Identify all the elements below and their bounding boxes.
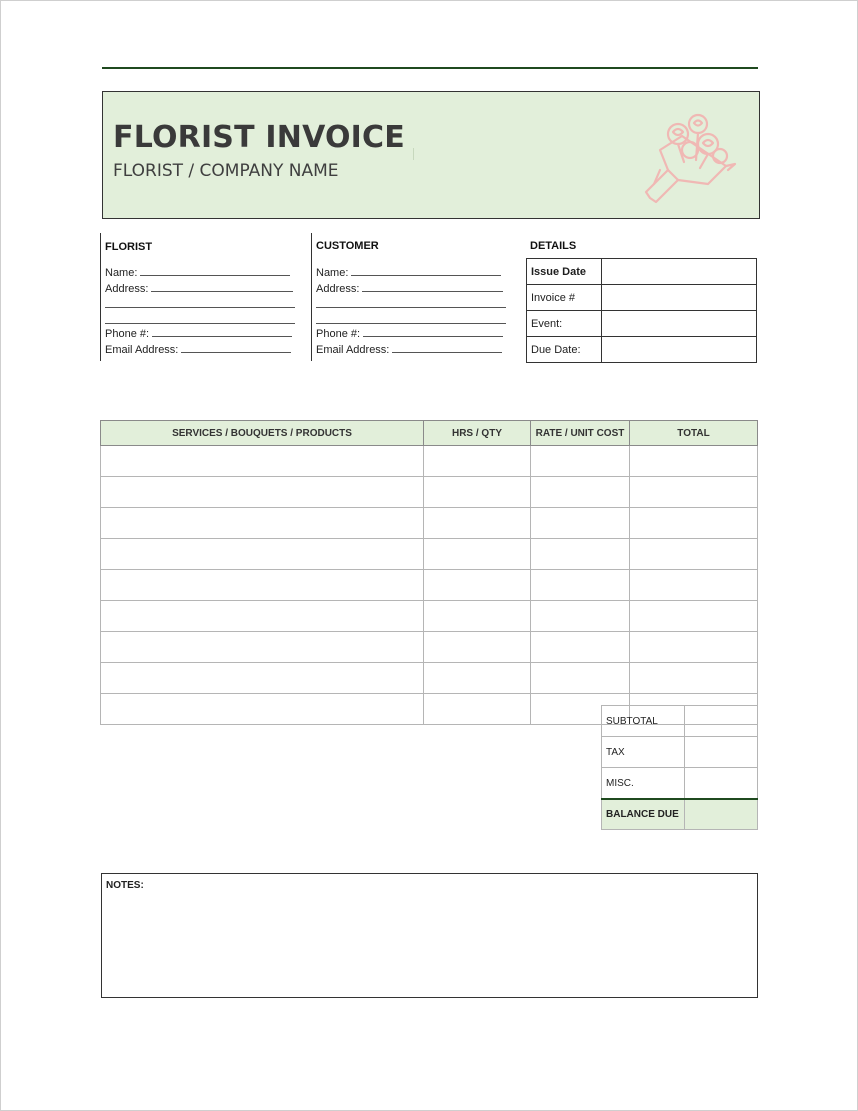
- florist-address-line-3[interactable]: [105, 323, 295, 324]
- balance-due-row: [602, 799, 758, 830]
- service-cell[interactable]: [101, 601, 424, 632]
- florist-address-line-2[interactable]: [105, 307, 295, 308]
- details-heading: DETAILS: [530, 240, 577, 252]
- total-cell[interactable]: [630, 601, 758, 632]
- total-cell[interactable]: [630, 446, 758, 477]
- misc-value[interactable]: [685, 768, 758, 800]
- qty-cell[interactable]: [424, 694, 531, 725]
- column-header-rate: RATE / UNIT COST: [531, 421, 630, 446]
- column-header-total: TOTAL: [630, 421, 758, 446]
- details-row-invoice-number: [527, 285, 757, 311]
- misc-label: MISC.: [602, 768, 685, 800]
- line-item-row: [101, 570, 758, 601]
- line-items-body: [101, 446, 758, 725]
- qty-cell[interactable]: [424, 663, 531, 694]
- top-rule: [102, 67, 758, 69]
- florist-divider: [100, 233, 101, 361]
- florist-email-label: Email Address:: [105, 344, 179, 356]
- total-cell[interactable]: [630, 632, 758, 663]
- details-row-issue-date: [527, 259, 757, 285]
- florist-address-field[interactable]: [105, 282, 293, 295]
- event-input[interactable]: [602, 311, 757, 337]
- rate-cell[interactable]: [531, 539, 630, 570]
- rate-cell[interactable]: [531, 632, 630, 663]
- customer-email-field[interactable]: [316, 343, 502, 356]
- service-cell[interactable]: [101, 663, 424, 694]
- qty-cell[interactable]: [424, 446, 531, 477]
- customer-address-field[interactable]: [316, 282, 503, 295]
- customer-name-label: Name:: [316, 267, 349, 279]
- details-label: Event:: [527, 311, 602, 337]
- rate-cell[interactable]: [531, 601, 630, 632]
- bouquet-icon: [638, 110, 738, 204]
- florist-name-label: Name:: [105, 267, 138, 279]
- balance-due-label: BALANCE DUE: [602, 799, 685, 830]
- details-row-due-date: [527, 337, 757, 363]
- line-item-row: [101, 632, 758, 663]
- notes-box[interactable]: [101, 873, 758, 998]
- details-table: [526, 258, 757, 363]
- totals-table: [601, 705, 758, 830]
- customer-phone-field[interactable]: [316, 327, 503, 340]
- florist-heading: FLORIST: [105, 241, 153, 253]
- tax-value[interactable]: [685, 737, 758, 768]
- balance-due-value[interactable]: [685, 799, 758, 830]
- customer-address-line-2[interactable]: [316, 307, 506, 308]
- service-cell[interactable]: [101, 477, 424, 508]
- line-item-row: [101, 508, 758, 539]
- customer-phone-label: Phone #:: [316, 328, 361, 340]
- customer-address-line-3[interactable]: [316, 323, 506, 324]
- rate-cell[interactable]: [531, 477, 630, 508]
- florist-address-label: Address:: [105, 283, 149, 295]
- qty-cell[interactable]: [424, 539, 531, 570]
- company-name: FLORIST / COMPANY NAME: [113, 161, 339, 181]
- column-header-qty: HRS / QTY: [424, 421, 531, 446]
- due-date-input[interactable]: [602, 337, 757, 363]
- line-item-row: [101, 539, 758, 570]
- cursor-mark: [413, 148, 414, 160]
- rate-cell[interactable]: [531, 508, 630, 539]
- line-item-row: [101, 601, 758, 632]
- total-cell[interactable]: [630, 508, 758, 539]
- total-cell[interactable]: [630, 539, 758, 570]
- line-item-row: [101, 477, 758, 508]
- details-label: Due Date:: [527, 337, 602, 363]
- notes-label: NOTES:: [106, 880, 144, 891]
- invoice-number-input[interactable]: [602, 285, 757, 311]
- service-cell[interactable]: [101, 539, 424, 570]
- customer-name-field[interactable]: [316, 266, 501, 279]
- line-item-row: [101, 446, 758, 477]
- subtotal-row: [602, 706, 758, 737]
- misc-row: [602, 768, 758, 800]
- tax-row: [602, 737, 758, 768]
- customer-email-label: Email Address:: [316, 344, 390, 356]
- issue-date-input[interactable]: [602, 259, 757, 285]
- qty-cell[interactable]: [424, 632, 531, 663]
- invoice-header: [102, 91, 760, 219]
- invoice-title: FLORIST INVOICE: [113, 120, 405, 155]
- florist-email-field[interactable]: [105, 343, 291, 356]
- service-cell[interactable]: [101, 570, 424, 601]
- customer-heading: CUSTOMER: [316, 240, 379, 252]
- qty-cell[interactable]: [424, 601, 531, 632]
- rate-cell[interactable]: [531, 570, 630, 601]
- qty-cell[interactable]: [424, 570, 531, 601]
- details-row-event: [527, 311, 757, 337]
- column-header-services: SERVICES / BOUQUETS / PRODUCTS: [101, 421, 424, 446]
- florist-phone-field[interactable]: [105, 327, 292, 340]
- details-label: Invoice #: [527, 285, 602, 311]
- qty-cell[interactable]: [424, 477, 531, 508]
- line-item-row: [101, 663, 758, 694]
- subtotal-label: SUBTOTAL: [602, 706, 685, 737]
- line-items-header: [101, 421, 758, 446]
- total-cell[interactable]: [630, 570, 758, 601]
- details-label: Issue Date: [527, 259, 602, 285]
- florist-phone-label: Phone #:: [105, 328, 150, 340]
- rate-cell[interactable]: [531, 446, 630, 477]
- total-cell[interactable]: [630, 663, 758, 694]
- florist-name-field[interactable]: [105, 266, 290, 279]
- qty-cell[interactable]: [424, 508, 531, 539]
- service-cell[interactable]: [101, 446, 424, 477]
- service-cell[interactable]: [101, 632, 424, 663]
- rate-cell[interactable]: [531, 663, 630, 694]
- service-cell[interactable]: [101, 694, 424, 725]
- total-cell[interactable]: [630, 477, 758, 508]
- customer-address-label: Address:: [316, 283, 360, 295]
- service-cell[interactable]: [101, 508, 424, 539]
- tax-label: TAX: [602, 737, 685, 768]
- customer-divider: [311, 233, 312, 361]
- subtotal-value[interactable]: [685, 706, 758, 737]
- line-items-table: [100, 420, 758, 725]
